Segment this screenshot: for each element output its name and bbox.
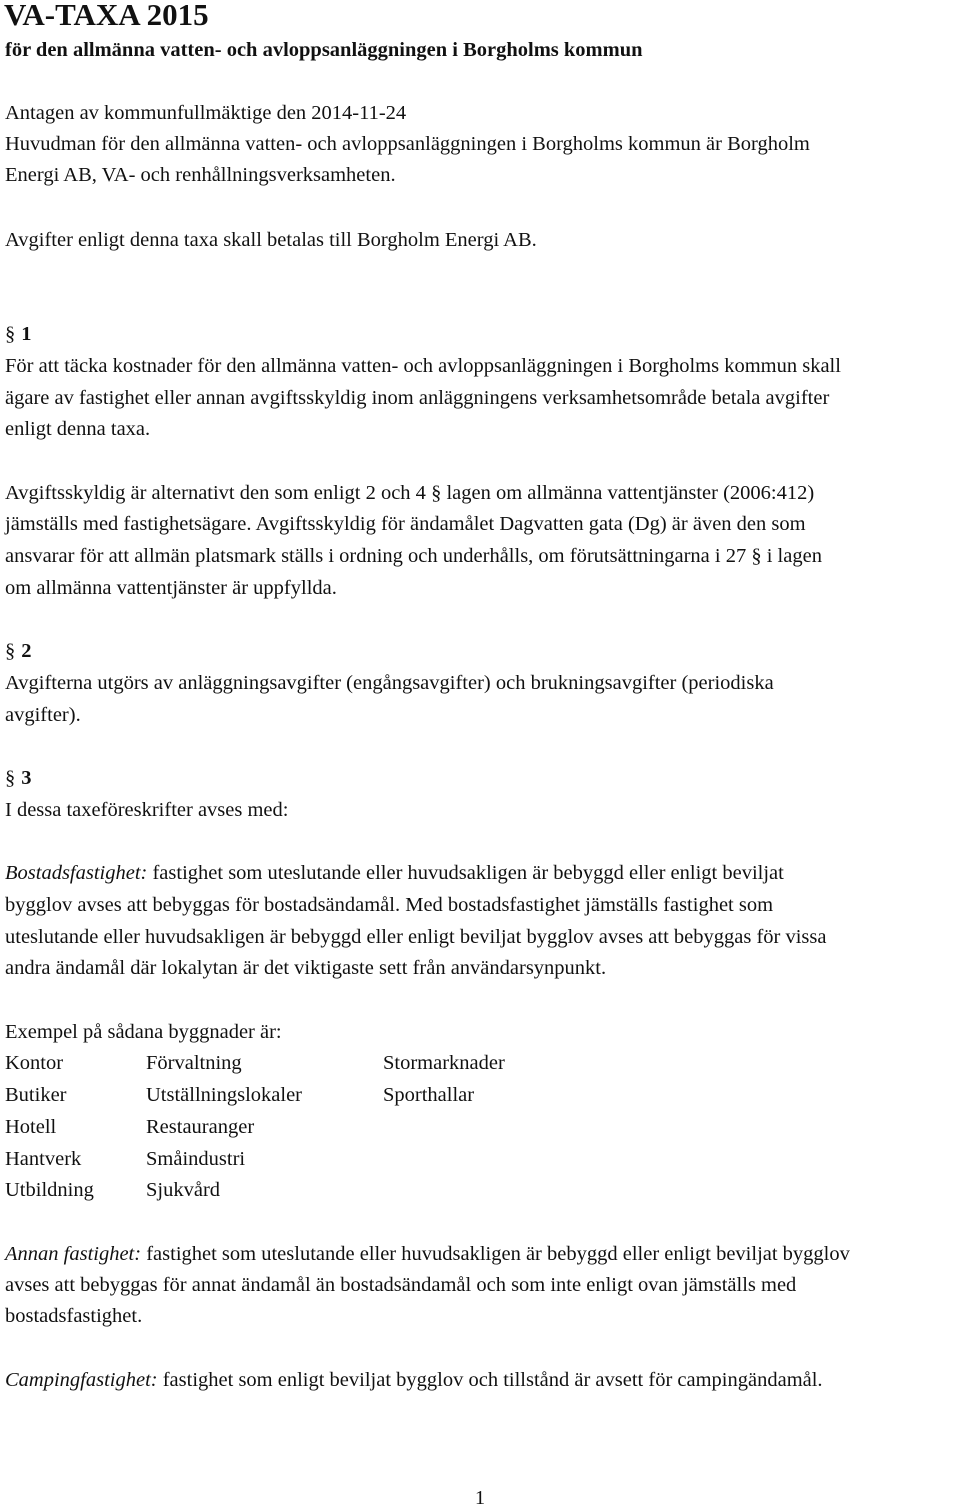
example-item: Stormarknader <box>383 1052 505 1074</box>
section-1-p2-line-1 <box>5 480 814 506</box>
text-fragment: fastighet som enligt beviljat bygglov och tillstånd är avsett för campingändamål. <box>162 1369 823 1391</box>
term-campingfastighet: Campingfastighet: <box>5 1369 158 1391</box>
section-1-p1-line: enligt denna taxa. <box>5 418 151 440</box>
section-1-p1-line: ägare av fastighet eller annan avgiftsskyldig inom anläggningens verksamhetsområde betala avgifter <box>5 387 830 409</box>
term-bostadsfastighet: Bostadsfastighet: <box>5 862 148 884</box>
section-2-line: avgifter). <box>5 704 81 726</box>
text-fragment: ansvarar för att allmän platsmark ställs i ordning och underhålls, om förutsättningarna i 27 <box>5 545 747 567</box>
section-1-p1-line: För att täcka kostnader för den allmänna vatten- och avloppsanläggningen i Borgholms kommun skall <box>5 355 841 377</box>
example-item: Sporthallar <box>383 1084 475 1106</box>
section-1-p2-line-2: jämställs med fastighetsägare. Avgiftsskyldig för ändamålet Dagvatten gata (Dg) är även den som <box>5 513 806 535</box>
section-1-p2-line-4: om allmänna vattentjänster är uppfyllda. <box>5 577 337 599</box>
document-title: VA-TAXA 2015 <box>4 0 209 32</box>
section-symbol: § <box>5 323 16 345</box>
text-fragment: Avgiftsskyldig är alternativt den som enligt 2 och 4 <box>5 482 426 504</box>
example-item: Förvaltning <box>146 1052 242 1074</box>
example-item: Hantverk <box>5 1148 82 1170</box>
section-3-intro: I dessa taxeföreskrifter avses med: <box>5 799 289 821</box>
section-1-p2-line-3 <box>5 543 822 569</box>
example-item: Småindustri <box>146 1148 246 1170</box>
section-3-heading <box>5 765 32 791</box>
example-item: Sjukvård <box>146 1179 221 1201</box>
example-item: Restauranger <box>146 1116 255 1138</box>
section-1-heading <box>5 321 32 347</box>
example-item: Kontor <box>5 1052 64 1074</box>
section-2-line: Avgifterna utgörs av anläggningsavgifter (engångsavgifter) och brukningsavgifter (periodiska <box>5 672 774 694</box>
section-2-heading <box>5 638 32 664</box>
campingfastighet-line <box>5 1367 823 1393</box>
text-fragment: lagen om allmänna vattentjänster (2006:412) <box>446 482 815 504</box>
section-symbol: § <box>5 767 16 789</box>
document-subtitle: för den allmänna vatten- och avloppsanläggningen i Borgholms kommun <box>5 39 643 61</box>
section-symbol: § <box>751 545 762 567</box>
example-item: Utställningslokaler <box>146 1084 303 1106</box>
payment-text: Avgifter enligt denna taxa skall betalas till Borgholm Energi AB. <box>5 229 537 251</box>
example-item: Hotell <box>5 1116 57 1138</box>
principal-text-line-2: Energi AB, VA- och renhållningsverksamheten. <box>5 164 396 186</box>
section-symbol: § <box>5 640 16 662</box>
adopted-date-text: Antagen av kommunfullmäktige den 2014-11-24 <box>5 102 407 124</box>
examples-heading: Exempel på sådana byggnader är: <box>5 1021 282 1043</box>
annan-fastighet-line-3: bostadsfastighet. <box>5 1305 143 1327</box>
annan-fastighet-line-1 <box>5 1241 850 1267</box>
section-symbol: § <box>431 482 442 504</box>
section-number: 3 <box>21 767 32 789</box>
bostadsfastighet-line-3: uteslutande eller huvudsakligen är bebyggd eller enligt beviljat bygglov avses att bebyggas för vissa <box>5 926 827 948</box>
bostadsfastighet-line-1 <box>5 860 784 886</box>
page-number: 1 <box>474 1487 486 1509</box>
text-fragment: i lagen <box>766 545 822 567</box>
term-annan-fastighet: Annan fastighet: <box>5 1243 142 1265</box>
text-fragment: fastighet som uteslutande eller huvudsakligen är bebyggd eller enligt beviljat bygglov <box>146 1243 850 1265</box>
section-number: 2 <box>21 640 32 662</box>
bostadsfastighet-line-4: andra ändamål där lokalytan är det viktigaste sett från användarsynpunkt. <box>5 957 607 979</box>
section-number: 1 <box>21 323 32 345</box>
principal-text-line-1: Huvudman för den allmänna vatten- och avloppsanläggningen i Borgholms kommun är Borgholm <box>5 133 810 155</box>
text-fragment: fastighet som uteslutande eller huvudsakligen är bebyggd eller enligt beviljat <box>152 862 784 884</box>
example-item: Utbildning <box>5 1179 94 1201</box>
example-item: Butiker <box>5 1084 67 1106</box>
bostadsfastighet-line-2: bygglov avses att bebyggas för bostadsändamål. Med bostadsfastighet jämställs fastighet som <box>5 894 774 916</box>
annan-fastighet-line-2: avses att bebyggas för annat ändamål än bostadsändamål och som inte enligt ovan jämställs med <box>5 1274 797 1296</box>
